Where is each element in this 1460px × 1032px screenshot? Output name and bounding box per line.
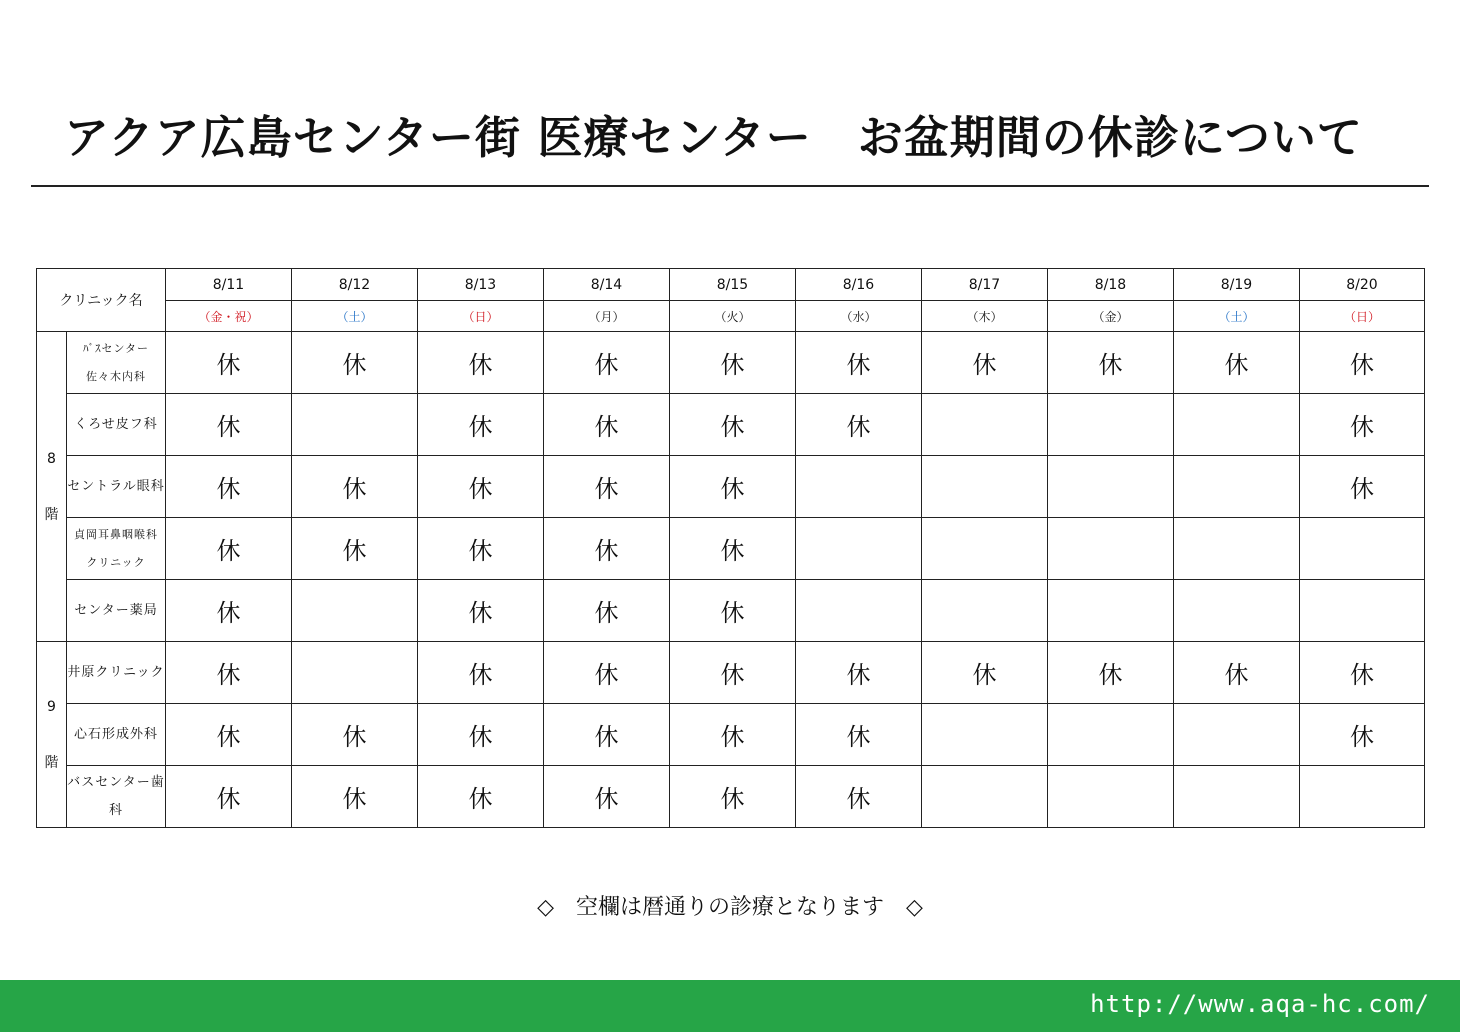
open-cell — [922, 704, 1048, 766]
clinic-name-line: 心石形成外科 — [73, 726, 158, 742]
open-cell — [292, 394, 418, 456]
closed-cell: 休 — [796, 704, 922, 766]
closed-cell: 休 — [670, 766, 796, 828]
weekday-header: （土） — [1174, 301, 1300, 332]
open-cell — [1048, 394, 1174, 456]
closure-schedule-table — [36, 268, 1425, 828]
date-header: 8/12 — [292, 269, 418, 301]
open-cell — [796, 456, 922, 518]
floor-suffix: 階 — [44, 754, 59, 771]
closed-cell: 休 — [1048, 332, 1174, 394]
closed-cell: 休 — [166, 704, 292, 766]
date-header: 8/16 — [796, 269, 922, 301]
weekday-header: （木） — [922, 301, 1048, 332]
open-cell — [292, 642, 418, 704]
closed-cell: 休 — [670, 332, 796, 394]
weekday-header: （土） — [292, 301, 418, 332]
date-header: 8/19 — [1174, 269, 1300, 301]
closed-cell: 休 — [418, 394, 544, 456]
closed-cell: 休 — [670, 456, 796, 518]
closed-cell: 休 — [796, 332, 922, 394]
closed-cell: 休 — [1048, 642, 1174, 704]
date-header: 8/20 — [1300, 269, 1425, 301]
clinic-name — [67, 766, 166, 828]
open-cell — [796, 518, 922, 580]
closed-cell: 休 — [544, 332, 670, 394]
clinic-name-line: クリニック — [86, 555, 146, 569]
closed-cell: 休 — [1300, 456, 1425, 518]
closed-cell: 休 — [1300, 332, 1425, 394]
clinic-name-line: ﾊﾞｽセンター — [82, 341, 150, 355]
table-row — [37, 456, 1425, 518]
open-cell — [922, 456, 1048, 518]
table-row — [37, 766, 1425, 828]
open-cell — [1174, 766, 1300, 828]
open-cell — [922, 518, 1048, 580]
open-cell — [1174, 394, 1300, 456]
date-header: 8/14 — [544, 269, 670, 301]
clinic-name — [67, 456, 166, 518]
floor-number: 8 — [47, 450, 56, 467]
floor-suffix: 階 — [44, 506, 59, 523]
closed-cell: 休 — [166, 580, 292, 642]
open-cell — [1174, 518, 1300, 580]
closed-cell: 休 — [544, 642, 670, 704]
clinic-name-line: 井原クリニック — [67, 664, 165, 680]
weekday-header: （火） — [670, 301, 796, 332]
floor-label — [37, 332, 67, 642]
date-header: 8/15 — [670, 269, 796, 301]
closed-cell: 休 — [670, 394, 796, 456]
table-row — [37, 704, 1425, 766]
clinic-name-line: 貞岡耳鼻咽喉科 — [74, 527, 158, 541]
open-cell — [1174, 456, 1300, 518]
date-header: 8/17 — [922, 269, 1048, 301]
open-cell — [1300, 518, 1425, 580]
clinic-name — [67, 332, 166, 394]
closed-cell: 休 — [292, 456, 418, 518]
closed-cell: 休 — [922, 642, 1048, 704]
open-cell — [1048, 580, 1174, 642]
open-cell — [922, 766, 1048, 828]
closed-cell: 休 — [292, 332, 418, 394]
open-cell — [1300, 766, 1425, 828]
weekday-header: （日） — [1300, 301, 1425, 332]
date-header: 8/11 — [166, 269, 292, 301]
website-url[interactable]: http://www.aqa-hc.com/ — [1090, 990, 1430, 1018]
closed-cell: 休 — [418, 704, 544, 766]
closed-cell: 休 — [418, 580, 544, 642]
closed-cell: 休 — [292, 518, 418, 580]
closed-cell: 休 — [1300, 394, 1425, 456]
open-cell — [1048, 766, 1174, 828]
open-cell — [922, 394, 1048, 456]
closed-cell: 休 — [670, 580, 796, 642]
floor-number: 9 — [47, 698, 56, 715]
weekday-header: （日） — [418, 301, 544, 332]
clinic-name-line: センター薬局 — [74, 602, 158, 618]
open-cell — [1174, 580, 1300, 642]
page-title: アクア広島センター街 医療センター お盆期間の休診について — [64, 111, 1363, 164]
closed-cell: 休 — [796, 642, 922, 704]
closed-cell: 休 — [544, 580, 670, 642]
weekday-header: （金） — [1048, 301, 1174, 332]
closed-cell: 休 — [418, 518, 544, 580]
closed-cell: 休 — [292, 766, 418, 828]
open-cell — [796, 580, 922, 642]
open-cell — [1048, 456, 1174, 518]
closed-cell: 休 — [166, 456, 292, 518]
clinic-name — [67, 580, 166, 642]
clinic-name-line: セントラル眼科 — [67, 478, 165, 494]
clinic-name-header: クリニック名 — [37, 269, 166, 332]
footnote: ◇ 空欄は暦通りの診療となります ◇ — [537, 895, 923, 920]
open-cell — [1174, 704, 1300, 766]
open-cell — [292, 580, 418, 642]
weekday-header: （水） — [796, 301, 922, 332]
closed-cell: 休 — [670, 704, 796, 766]
closed-cell: 休 — [670, 518, 796, 580]
closed-cell: 休 — [544, 704, 670, 766]
closed-cell: 休 — [166, 394, 292, 456]
table-row — [37, 642, 1425, 704]
open-cell — [1048, 704, 1174, 766]
clinic-name — [67, 394, 166, 456]
title-divider — [31, 185, 1429, 187]
closed-cell: 休 — [796, 394, 922, 456]
closed-cell: 休 — [418, 766, 544, 828]
date-header: 8/13 — [418, 269, 544, 301]
closed-cell: 休 — [1174, 332, 1300, 394]
weekday-header: （月） — [544, 301, 670, 332]
open-cell — [922, 580, 1048, 642]
clinic-name — [67, 518, 166, 580]
open-cell — [1048, 518, 1174, 580]
closed-cell: 休 — [922, 332, 1048, 394]
closed-cell: 休 — [166, 642, 292, 704]
closed-cell: 休 — [544, 456, 670, 518]
closed-cell: 休 — [166, 518, 292, 580]
closed-cell: 休 — [166, 766, 292, 828]
closed-cell: 休 — [418, 332, 544, 394]
clinic-name — [67, 642, 166, 704]
table-row — [37, 332, 1425, 394]
open-cell — [1300, 580, 1425, 642]
closed-cell: 休 — [544, 766, 670, 828]
table-row — [37, 394, 1425, 456]
weekday-header: （金・祝） — [166, 301, 292, 332]
clinic-name-line: 佐々木内科 — [86, 369, 146, 383]
closed-cell: 休 — [544, 518, 670, 580]
closed-cell: 休 — [1300, 642, 1425, 704]
clinic-name-line: バスセンター歯科 — [67, 774, 165, 818]
closed-cell: 休 — [292, 704, 418, 766]
clinic-name — [67, 704, 166, 766]
table-row — [37, 580, 1425, 642]
closed-cell: 休 — [1300, 704, 1425, 766]
footer-bar — [0, 980, 1460, 1032]
date-header: 8/18 — [1048, 269, 1174, 301]
floor-label — [37, 642, 67, 828]
closed-cell: 休 — [670, 642, 796, 704]
closed-cell: 休 — [544, 394, 670, 456]
clinic-name-line: くろせ皮フ科 — [74, 416, 158, 432]
closed-cell: 休 — [418, 456, 544, 518]
closed-cell: 休 — [418, 642, 544, 704]
closed-cell: 休 — [796, 766, 922, 828]
closed-cell: 休 — [1174, 642, 1300, 704]
table-row — [37, 518, 1425, 580]
closed-cell: 休 — [166, 332, 292, 394]
